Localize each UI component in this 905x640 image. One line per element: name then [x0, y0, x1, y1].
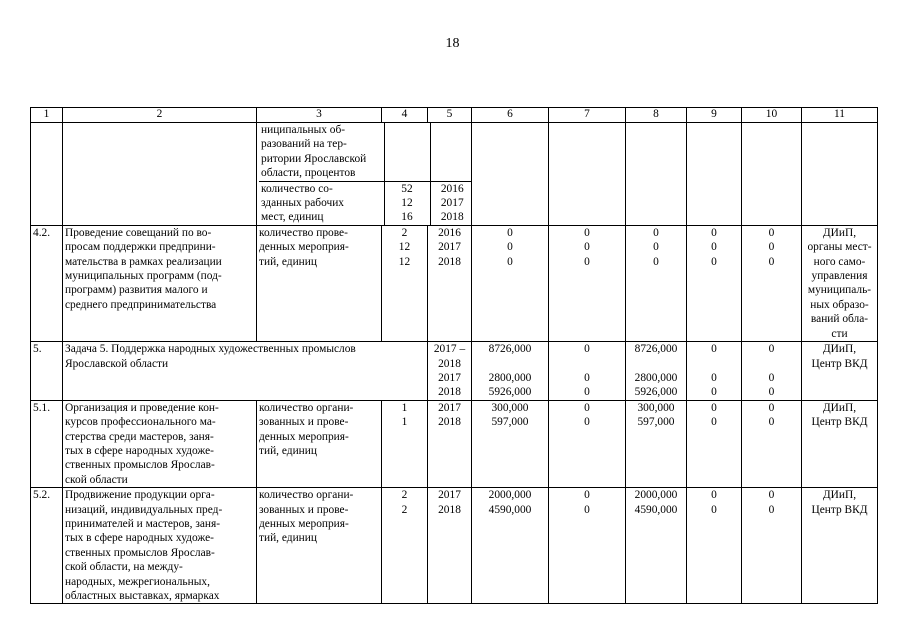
header-cell: 11	[802, 108, 878, 123]
cell-c6	[472, 123, 549, 226]
cell-years: 2016 2017 2018	[428, 225, 472, 341]
cell-indicator: количество органи- зованных и прове- денных мероприя- тий, единиц	[257, 400, 382, 487]
cell-years: 2017 2018	[428, 400, 472, 487]
cell-value: 1 1	[382, 400, 428, 487]
cell-c7	[549, 123, 626, 226]
cell-c9	[687, 123, 742, 226]
indicator-value: 52 12 16	[384, 181, 430, 225]
indicator-text: ниципальных об- разований на тер- ритории Ярославской области, процентов	[259, 123, 384, 181]
cell-c9: 0 0 0	[687, 342, 742, 401]
cell-name: Проведение совещаний по во- просам поддержки предприни- мательства в рамках реализации муниципальных программ (под- программ) развития малого и среднего предпринимательства	[63, 225, 257, 341]
program-table	[30, 107, 878, 604]
header-cell: 7	[549, 108, 626, 123]
cell-c8: 300,000 597,000	[626, 400, 687, 487]
header-cell: 5	[428, 108, 472, 123]
cell-exec: ДИиП, Центр ВКД	[802, 400, 878, 487]
cell-c7: 0 0	[549, 488, 626, 604]
cell-c9: 0 0 0	[687, 225, 742, 341]
header-cell: 2	[63, 108, 257, 123]
cell-c7: 0 0 0	[549, 225, 626, 341]
header-cell: 3	[257, 108, 382, 123]
cell-c6: 2000,000 4590,000	[472, 488, 549, 604]
cell-indicators-group	[257, 123, 472, 226]
cell-name	[63, 123, 257, 226]
cell-c8	[626, 123, 687, 226]
table-row-continuation	[31, 123, 878, 226]
header-cell: 6	[472, 108, 549, 123]
cell-years: 2017 – 2018 2017 2018	[428, 342, 472, 401]
cell-exec: ДИиП, органы мест- ного само- управления муниципаль- ных образо- ваний обла- сти	[802, 225, 878, 341]
cell-c9: 0 0	[687, 400, 742, 487]
table-row	[31, 400, 878, 487]
cell-c6: 8726,000 2800,000 5926,000	[472, 342, 549, 401]
cell-c10: 0 0 0	[742, 225, 802, 341]
cell-indicator: количество прове- денных мероприя- тий, единиц	[257, 225, 382, 341]
cell-exec: ДИиП, Центр ВКД	[802, 488, 878, 604]
cell-num: 5.1.	[31, 400, 63, 487]
indicator-value	[384, 123, 430, 181]
cell-value: 2 12 12	[382, 225, 428, 341]
cell-c8: 8726,000 2800,000 5926,000	[626, 342, 687, 401]
cell-c6: 0 0 0	[472, 225, 549, 341]
cell-name: Продвижение продукции орга- низаций, индивидуальных пред- принимателей и мастеров, заня- тых в сфере народных художе- ственных промыслов Ярослав- ской области, на между- народных, межрегиональных, областных выставках, ярмарках	[63, 488, 257, 604]
cell-c10	[742, 123, 802, 226]
cell-exec	[802, 123, 878, 226]
cell-num: 5.2.	[31, 488, 63, 604]
cell-exec: ДИиП, Центр ВКД	[802, 342, 878, 401]
cell-value: 2 2	[382, 488, 428, 604]
cell-years: 2017 2018	[428, 488, 472, 604]
cell-c6: 300,000 597,000	[472, 400, 549, 487]
cell-name: Организация и проведение кон- курсов профессионального ма- стерства среди мастеров, заня- тых в сфере народных художе- ственных промыслов Ярослав- ской области	[63, 400, 257, 487]
cell-task-title: Задача 5. Поддержка народных художественных промыслов Ярославской области	[63, 342, 428, 401]
header-cell: 9	[687, 108, 742, 123]
table-row	[31, 225, 878, 341]
cell-num: 4.2.	[31, 225, 63, 341]
cell-indicator: количество органи- зованных и прове- денных мероприя- тий, единиц	[257, 488, 382, 604]
cell-c8: 2000,000 4590,000	[626, 488, 687, 604]
table-row	[31, 342, 878, 401]
indicator-subtable	[259, 123, 472, 225]
header-row	[31, 108, 878, 123]
header-cell: 4	[382, 108, 428, 123]
table-row	[31, 488, 878, 604]
indicator-year: 2016 2017 2018	[430, 181, 472, 225]
cell-c9: 0 0	[687, 488, 742, 604]
cell-c7: 0 0 0	[549, 342, 626, 401]
cell-c7: 0 0	[549, 400, 626, 487]
cell-c10: 0 0	[742, 400, 802, 487]
header-cell: 8	[626, 108, 687, 123]
cell-c8: 0 0 0	[626, 225, 687, 341]
indicator-text: количество со- зданных рабочих мест, единиц	[259, 181, 384, 225]
cell-c10: 0 0	[742, 488, 802, 604]
cell-c10: 0 0 0	[742, 342, 802, 401]
header-cell: 1	[31, 108, 63, 123]
header-cell: 10	[742, 108, 802, 123]
indicator-year	[430, 123, 472, 181]
cell-num: 5.	[31, 342, 63, 401]
cell-num	[31, 123, 63, 226]
page-number: 18	[445, 36, 460, 51]
